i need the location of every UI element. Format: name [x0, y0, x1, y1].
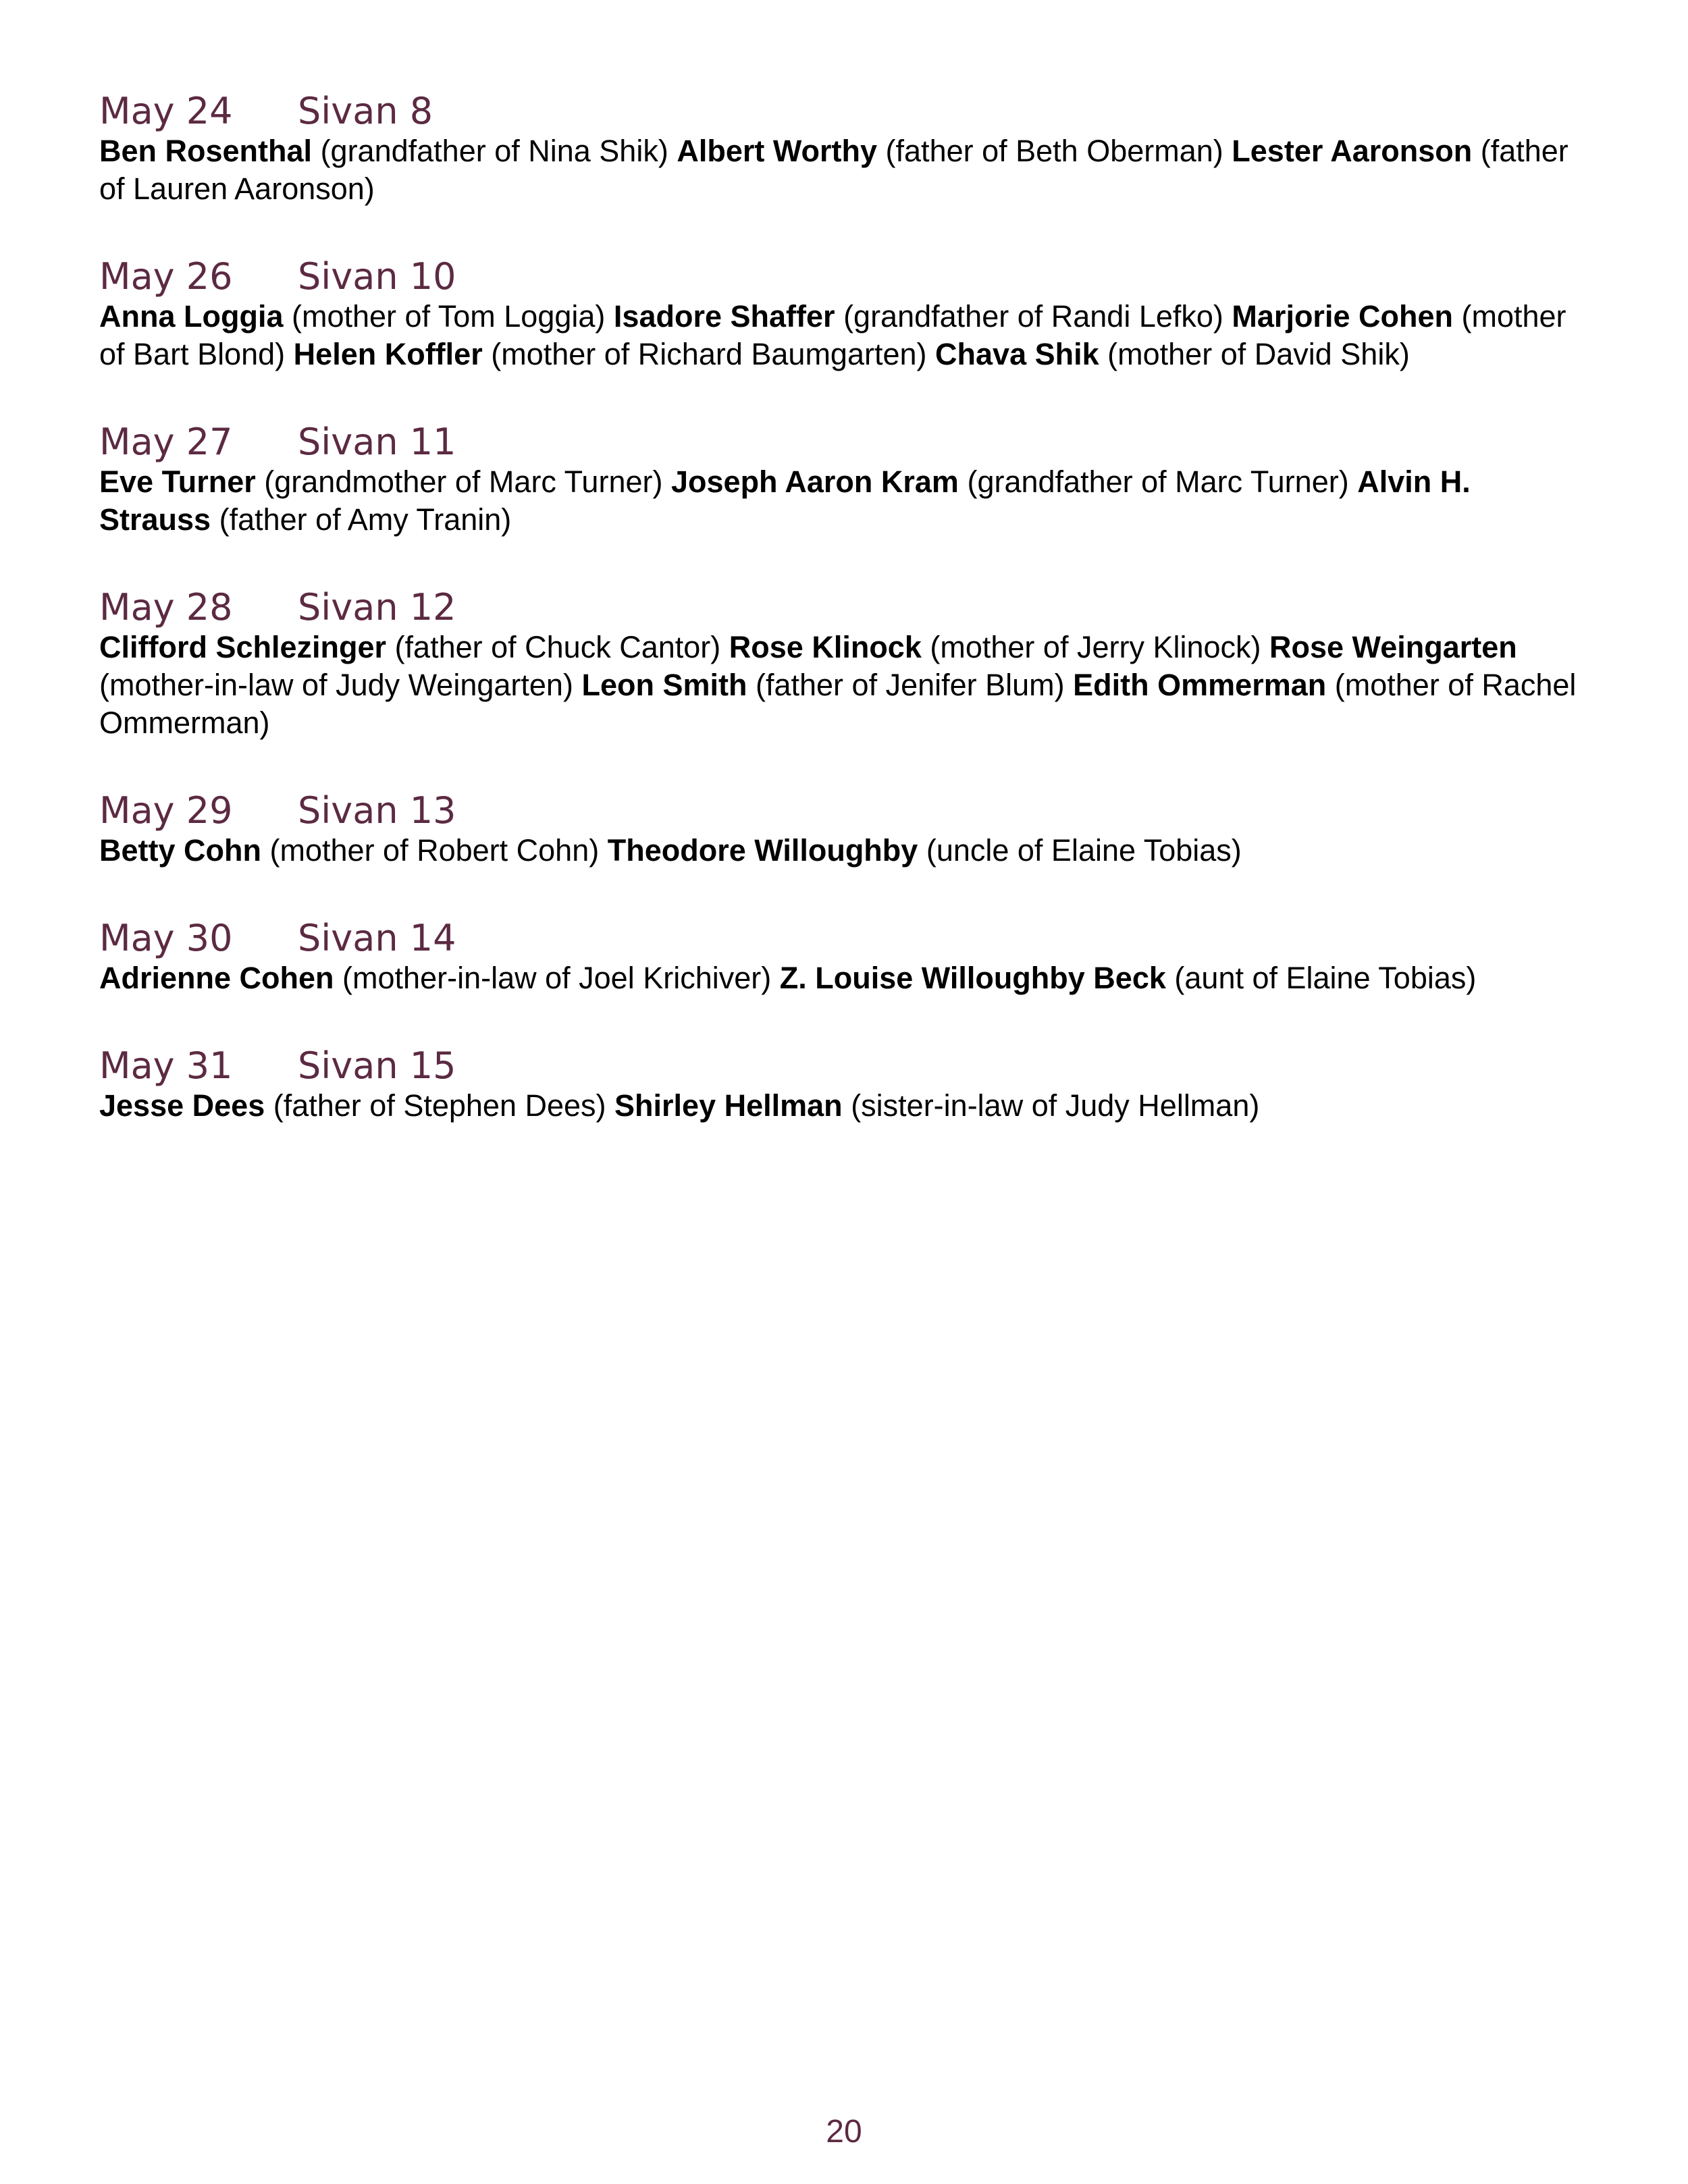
names-paragraph: [99, 1087, 1585, 1125]
person-relation: (mother of Robert Cohn): [269, 833, 600, 868]
person-relation: (mother-in-law of Joel Krichiver): [342, 961, 772, 995]
person-relation: (father of Lauren Aaronson): [99, 134, 1568, 206]
person-name: Betty Cohn: [99, 833, 261, 868]
person-name: Adrienne Cohen: [99, 961, 334, 995]
hebrew-date: Sivan 10: [298, 255, 456, 298]
hebrew-date: Sivan 15: [298, 1044, 456, 1087]
person-name: Edith Ommerman: [1073, 668, 1327, 702]
date-header: [99, 1042, 1585, 1090]
yahrzeit-list: [99, 88, 1585, 1170]
person-name: Marjorie Cohen: [1232, 299, 1453, 334]
names-paragraph: [99, 959, 1585, 997]
names-paragraph: [99, 298, 1585, 373]
person-name: Isadore Shaffer: [613, 299, 835, 334]
gregorian-date: May 24: [99, 90, 233, 132]
person-relation: (mother of Rachel Ommerman): [99, 668, 1577, 740]
gregorian-date: May 28: [99, 586, 233, 629]
date-entry: [99, 88, 1585, 208]
date-header: [99, 253, 1585, 300]
person-relation: (mother of Jerry Klinock): [930, 630, 1261, 664]
person-relation: (sister-in-law of Judy Hellman): [851, 1088, 1260, 1123]
person-name: Joseph Aaron Kram: [671, 464, 959, 499]
person-relation: (mother of Tom Loggia): [292, 299, 606, 334]
date-entry: [99, 915, 1585, 997]
person-name: Rose Klinock: [729, 630, 922, 664]
person-relation: (father of Stephen Dees): [273, 1088, 606, 1123]
person-relation: (mother of David Shik): [1107, 337, 1410, 371]
person-name: Z. Louise Willoughby Beck: [779, 961, 1166, 995]
hebrew-date: Sivan 12: [298, 586, 456, 629]
person-relation: (grandfather of Marc Turner): [967, 464, 1349, 499]
date-header: [99, 787, 1585, 834]
hebrew-date: Sivan 11: [298, 421, 456, 463]
person-name: Rose Weingarten: [1269, 630, 1517, 664]
date-entry: [99, 253, 1585, 373]
date-entry: [99, 584, 1585, 742]
person-relation: (grandmother of Marc Turner): [264, 464, 663, 499]
person-relation: (father of Chuck Cantor): [394, 630, 721, 664]
person-name: Jesse Dees: [99, 1088, 265, 1123]
hebrew-date: Sivan 13: [298, 789, 456, 832]
person-relation: (grandfather of Nina Shik): [320, 134, 668, 168]
date-entry: [99, 419, 1585, 539]
hebrew-date: Sivan 14: [298, 917, 456, 959]
person-name: Clifford Schlezinger: [99, 630, 387, 664]
person-name: Helen Koffler: [293, 337, 483, 371]
person-relation: (mother-in-law of Judy Weingarten): [99, 668, 573, 702]
date-header: [99, 584, 1585, 631]
gregorian-date: May 26: [99, 255, 233, 298]
person-relation: (father of Jenifer Blum): [755, 668, 1065, 702]
person-relation: (grandfather of Randi Lefko): [843, 299, 1223, 334]
person-name: Alvin H. Strauss: [99, 464, 1471, 537]
person-name: Theodore Willoughby: [607, 833, 918, 868]
hebrew-date: Sivan 8: [298, 90, 433, 132]
person-name: Chava Shik: [935, 337, 1099, 371]
person-relation: (aunt of Elaine Tobias): [1174, 961, 1477, 995]
person-name: Ben Rosenthal: [99, 134, 313, 168]
person-name: Anna Loggia: [99, 299, 284, 334]
person-name: Lester Aaronson: [1232, 134, 1473, 168]
date-entry: [99, 1042, 1585, 1125]
names-paragraph: [99, 463, 1585, 539]
gregorian-date: May 27: [99, 421, 233, 463]
names-paragraph: [99, 132, 1585, 208]
person-relation: (uncle of Elaine Tobias): [926, 833, 1242, 868]
person-relation: (father of Amy Tranin): [219, 502, 512, 537]
person-relation: (mother of Bart Blond): [99, 299, 1566, 371]
person-name: Albert Worthy: [677, 134, 878, 168]
person-name: Shirley Hellman: [614, 1088, 843, 1123]
date-header: [99, 88, 1585, 135]
person-relation: (father of Beth Oberman): [885, 134, 1223, 168]
page-number: 20: [826, 2114, 862, 2150]
date-header: [99, 419, 1585, 466]
names-paragraph: [99, 629, 1585, 742]
date-entry: [99, 787, 1585, 870]
person-name: Eve Turner: [99, 464, 256, 499]
gregorian-date: May 30: [99, 917, 233, 959]
person-relation: (mother of Richard Baumgarten): [491, 337, 927, 371]
gregorian-date: May 29: [99, 789, 233, 832]
date-header: [99, 915, 1585, 962]
gregorian-date: May 31: [99, 1044, 233, 1087]
names-paragraph: [99, 832, 1585, 870]
person-name: Leon Smith: [581, 668, 747, 702]
